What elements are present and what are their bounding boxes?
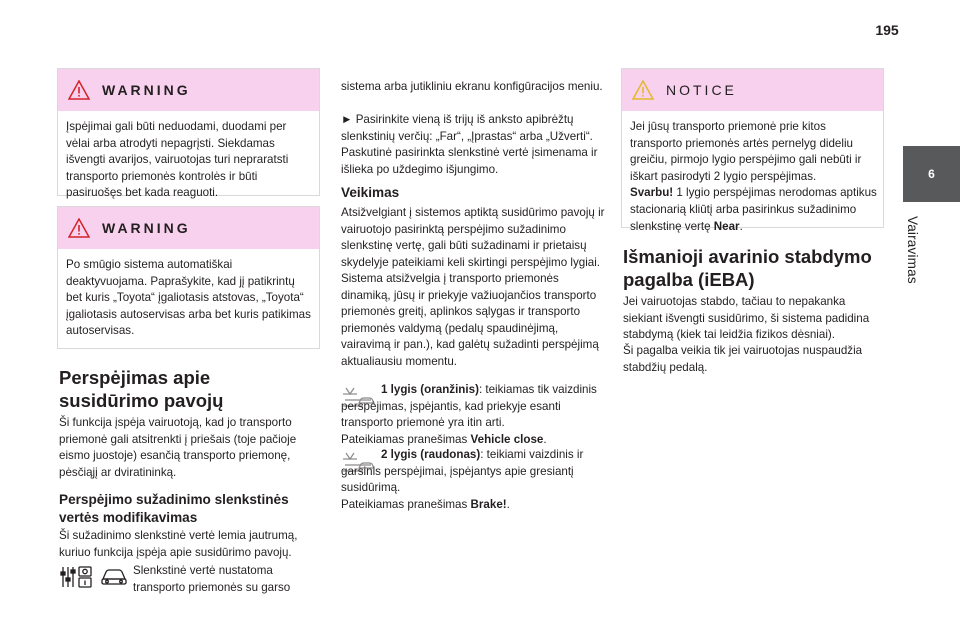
level2-label: 2 lygis (raudonas) xyxy=(381,448,481,461)
warning-title-1: WARNING xyxy=(102,82,191,98)
car-collision-icon xyxy=(100,565,128,587)
warning-triangle-icon xyxy=(68,218,90,238)
section-title-collision: Perspėjimas apie susidūrimo pavojų xyxy=(59,367,224,411)
warning-header-2 xyxy=(58,207,319,249)
warning-box-1 xyxy=(57,68,320,200)
level1-message: Vehicle close xyxy=(470,432,544,446)
settings-icon xyxy=(60,565,94,589)
notice-title: NOTICE xyxy=(666,82,737,98)
notice-header xyxy=(622,69,883,111)
warning-triangle-icon xyxy=(68,80,90,100)
ieba-paragraph-2: Ši pagalba veikia tik jei vairuotojas nuspaudžia stabdžių pedalą. xyxy=(623,344,863,374)
col2-paragraph-1: sistema arba jutikliniu ekranu konfigūracijos meniu. xyxy=(341,80,603,93)
warning-text-1: Įspėjimai gali būti neduodami, duodami per vėlai arba atrodyti nepagrįsti. Siekdamas išvengti avarijos, vairuotojas turi nepraratsti transporto priemonės kontrolės ir būti pasiruošęs bet kada reaguoti. xyxy=(66,120,289,200)
warning-title-2: WARNING xyxy=(102,220,191,236)
page-number: 195 xyxy=(875,22,899,38)
col2-paragraph-4: Atsižvelgiant į sistemos aptiktą susidūrimo pavojų ir vairuotojo pasirinktą perspėjimo sužadinimo slenkstinę vertę, gali būti sužadinami ir prietaisų skydelyje pateikiami keli skirtingi perspėjimo lygiai. xyxy=(341,206,605,269)
notice-important: Svarbu! 1 lygio perspėjimas nerodomas aptikus stacionarią kliūtį arba pasirinkus sužadinimo slenkstinę vertę Near. xyxy=(630,186,877,233)
notice-box xyxy=(621,68,884,233)
warning-box-2 xyxy=(57,206,320,349)
col2-paragraph-5: Sistema atsižvelgia į transporto priemonės dinamiką, jūsų ir priekyje važiuojančios transporto priemonės greitį, aplinkos sąlygas ir transporto priemonės valdymą (pedalų spaudinėjimą, vairavimą ir pan.), kad galėtų sužadinti perspėjimą aktualiausiu momentu. xyxy=(341,272,599,368)
warning-header-1 xyxy=(58,69,319,111)
notice-text: Jei jūsų transporto priemonė prie kitos transporto priemonės artės pernelyg dideliu greičiu, pirmojo lygio perspėjimo gali nebūti ir iškart pasirodyti 2 lygio perspėjimas. xyxy=(630,120,862,183)
level2-message-label: Pateikiamas pranešimas xyxy=(341,497,468,511)
notice-body xyxy=(622,111,883,243)
subsection-text-threshold: Ši sužadinimo slenkstinė vertė lemia jautrumą, kuriuo funkcija įspėja apie susidūrimo pavojų. xyxy=(59,529,298,559)
section-title-ieba: Išmanioji avarinio stabdymo pagalba (iEBA) xyxy=(623,246,872,290)
level2-message: Brake! xyxy=(470,497,507,511)
level1-label: 1 lygis (oranžinis) xyxy=(381,383,479,396)
warning-text-2: Po smūgio sistema automatiškai deaktyvuojama. Paprašykite, kad jį patikrintų bet kuris „Toyota“ įgaliotasis atstovas, „Toyota“ įgaliotasis autoservisas arba bet kuris patikimas autoservisas. xyxy=(66,258,311,338)
level2-text: : teikiami vaizdinis ir garsinis perspėjimai, įspėjantys apie gresiantį susidūrimą. xyxy=(341,448,584,495)
level2-paragraph: 2 lygis (raudonas): teikiami vaizdinis ir garsinis perspėjimai, įspėjantys apie gresiantį susidūrimą. Pateikiamas pranešimas Brake!. xyxy=(341,448,584,511)
level1-paragraph: 1 lygis (oranžinis): teikiamas tik vaizdinis perspėjimas, įspėjantis, kad priekyje esanti transporto priemonė yra itin arti. Pateikiamas pranešimas Vehicle close. xyxy=(341,383,597,446)
notice-triangle-icon xyxy=(632,80,654,100)
ieba-paragraph-1: Jei vairuotojas stabdo, tačiau to nepakanka siekiant išvengti susidūrimo, ši sistema padidina stabdymą (kiek tai leidžia fizikos dėsniai). xyxy=(623,295,870,342)
section-text-collision: Ši funkcija įspėja vairuotoją, kad jo transporto priemonė gali atsitrenkti į priešais (toje pačioje eismo juostoje) esančią transporto priemonę, pėsčiąjį ar dviratininką. xyxy=(59,416,297,479)
chapter-tab[interactable]: 6 xyxy=(903,146,960,202)
subsection-title-threshold: Perspėjimo sužadinimo slenkstinės vertės modifikavimas xyxy=(59,492,289,525)
col2-paragraph-3: Paskutinė pasirinkta slenkstinė vertė įsimenama ir išlieka po uždegimo išjungimo. xyxy=(341,146,598,176)
level1-message-label: Pateikiamas pranešimas xyxy=(341,432,468,446)
subsection-title-operation: Veikimas xyxy=(341,185,400,200)
level1-text: : teikiamas tik vaizdinis perspėjimas, įspėjantis, kad priekyje esanti transporto priemonė yra itin arti. xyxy=(341,383,597,430)
icon-text-threshold: Slenkstinė vertė nustatoma transporto priemonės su garso xyxy=(133,564,291,594)
col2-paragraph-2: ► Pasirinkite vieną iš trijų iš anksto apibrėžtų slenkstinių verčių: „Far“, „Įprastas“ arba „Užverti“. xyxy=(341,113,593,143)
chapter-label: Vairavimas xyxy=(905,216,920,284)
